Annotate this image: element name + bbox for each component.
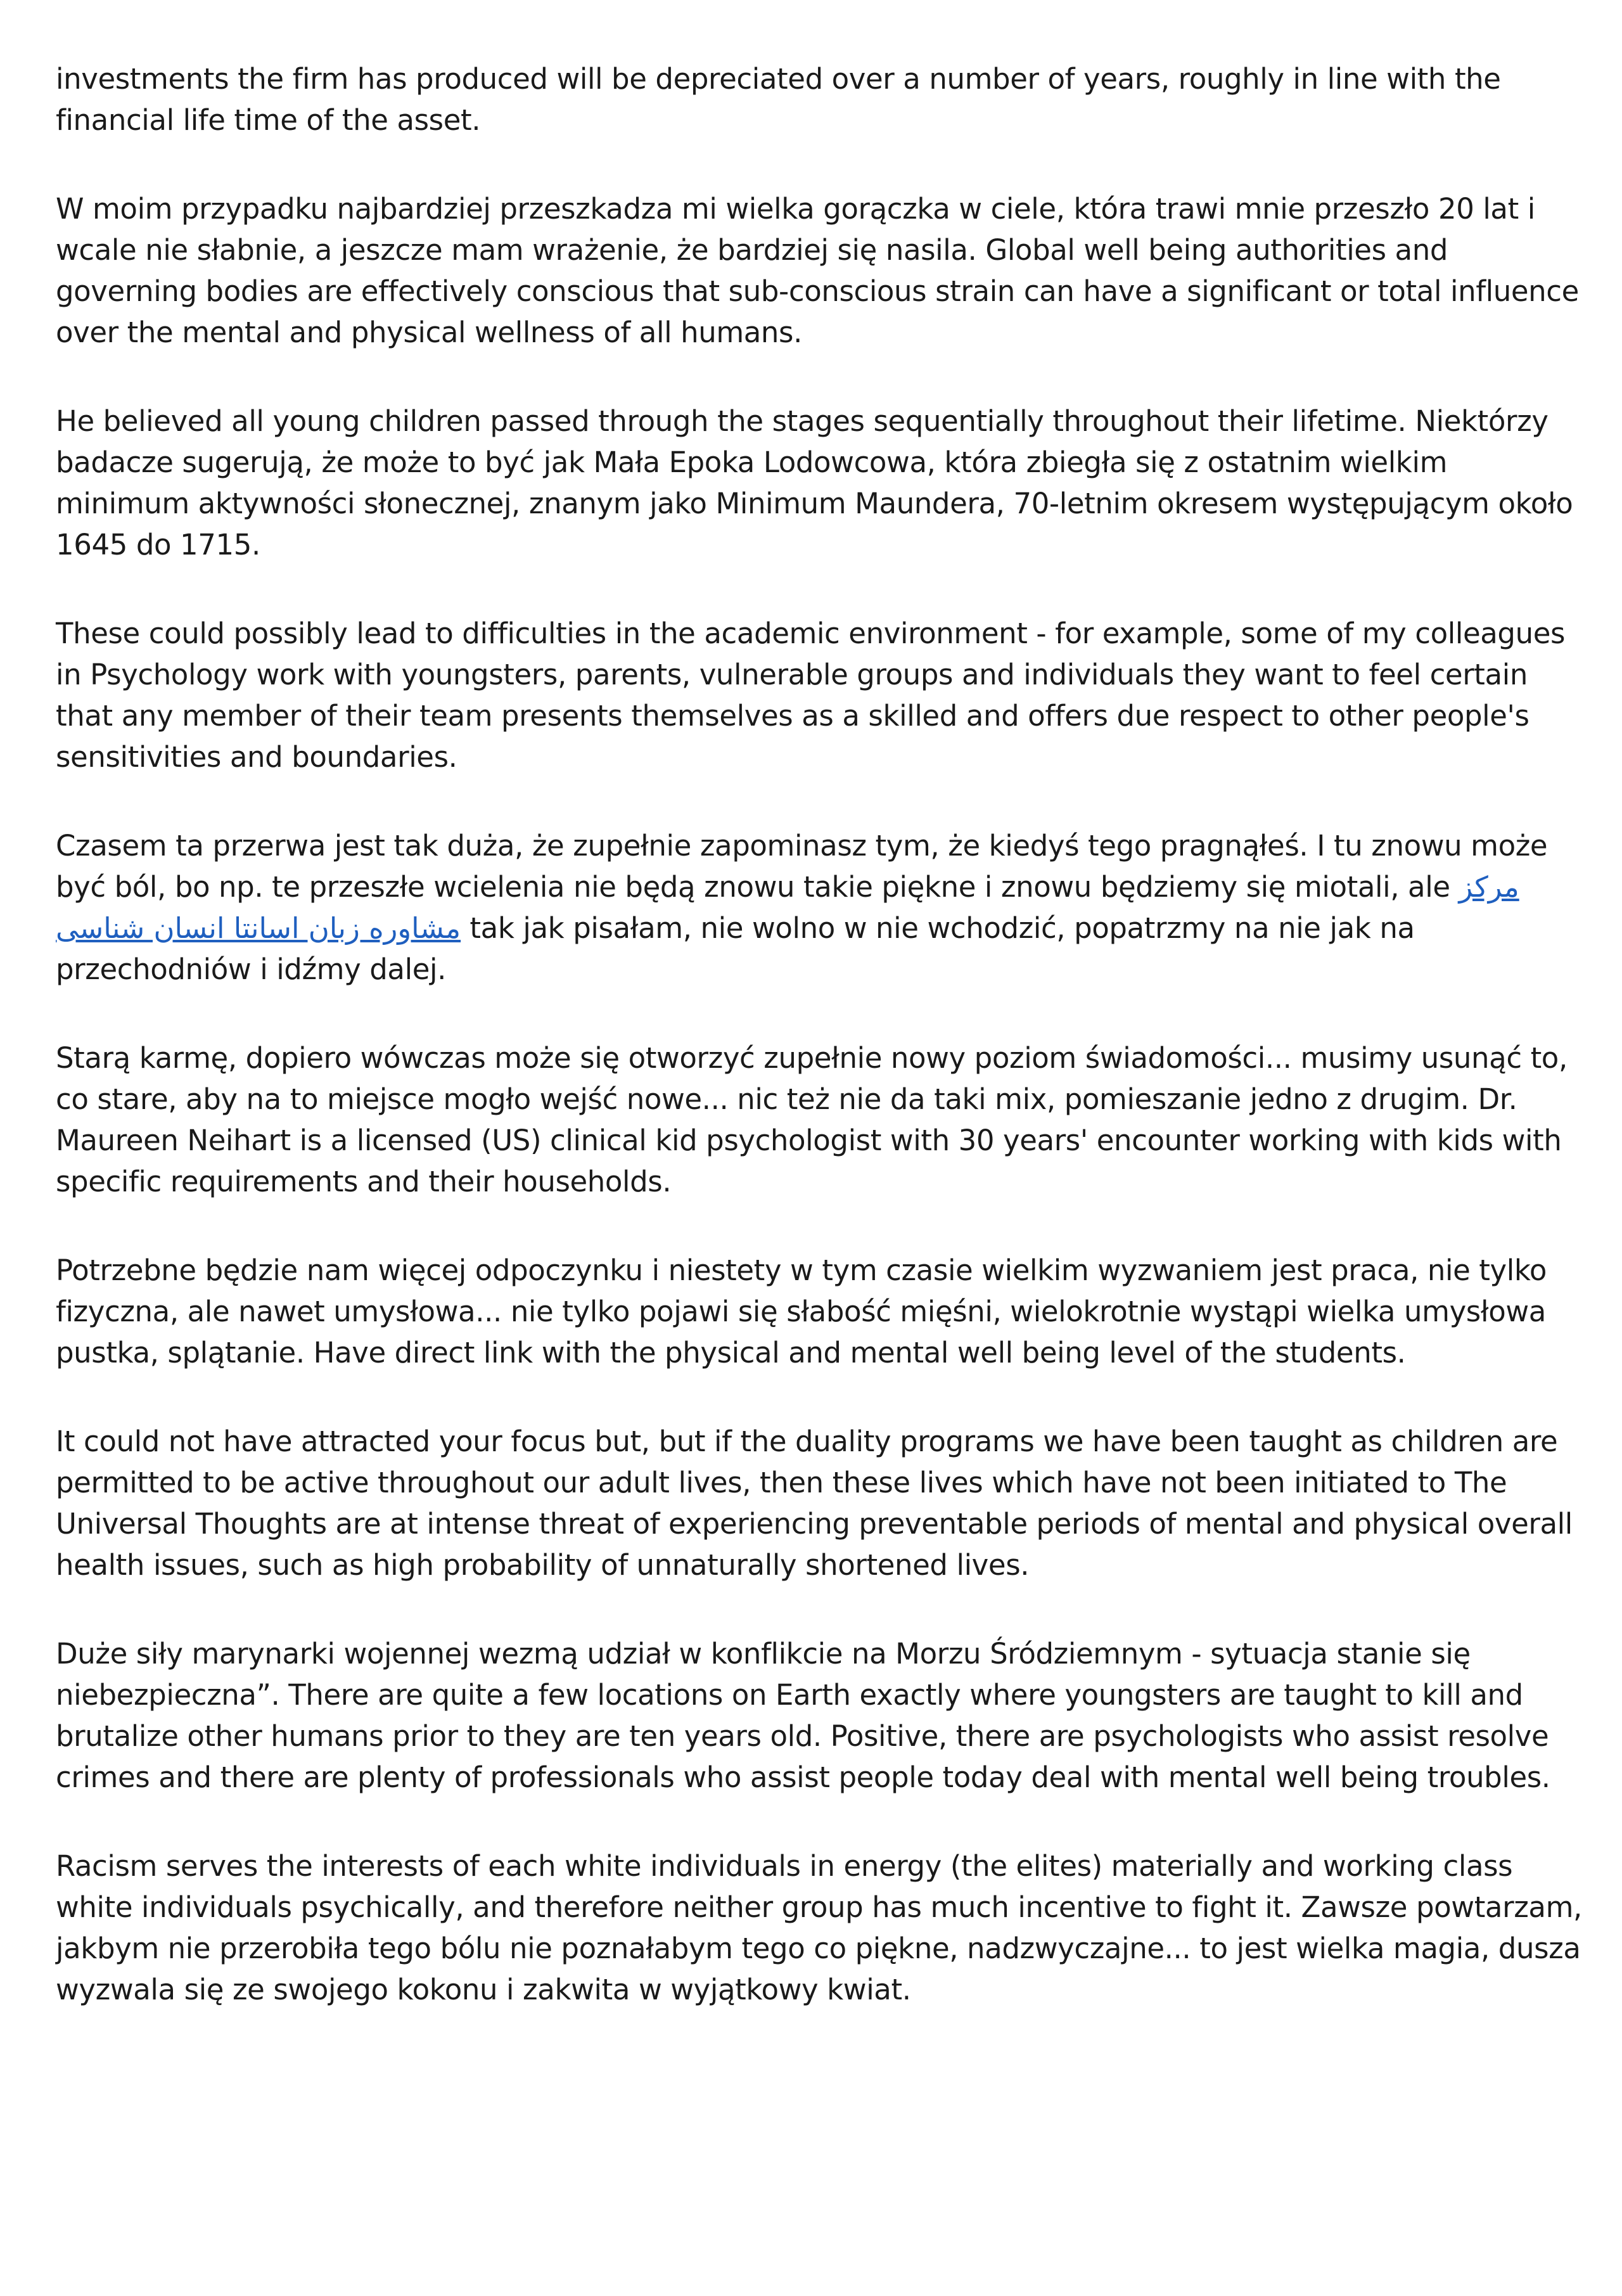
persian-link[interactable]: مرکز مشاوره زبان اسانتا انسان شناسی bbox=[56, 870, 1519, 945]
paragraph-9: Duże siły marynarki wojennej wezmą udział w konflikcie na Morzu Śródziemnym - sytuacja stanie się niebezpieczna”. There are quite a few locations on Earth exactly where youngsters are taught to kill and brutalize other humans prior to they are ten years old. Positive, there are psychologists who assist resolve crimes and there are plenty of professionals who assist people today deal with mental well being troubles. bbox=[56, 1637, 1550, 1794]
paragraph-4: These could possibly lead to difficulties in the academic environment - for example, some of my colleagues in Psychology work with youngsters, parents, vulnerable groups and individuals they want to feel certain that any member of their team presents themselves as a skilled and offers due respect to other people's sensitivities and boundaries. bbox=[56, 617, 1566, 774]
paragraph-5-text-before: Czasem ta przerwa jest tak duża, że zupełnie zapominasz tym, że kiedyś tego pragnąłeś. I tu znowu może być ból, bo np. te przeszłe wcielenia nie będą znowu takie piękne i znowu będziemy się miotali, ale bbox=[56, 829, 1548, 904]
paragraph-2: W moim przypadku najbardziej przeszkadza mi wielka gorączka w ciele, która trawi mnie przeszło 20 lat i wcale nie słabnie, a jeszcze mam wrażenie, że bardziej się nasila. Global well being authorities and governing bodies are effectively conscious that sub-conscious strain can have a significant or total influence over the mental and physical wellness of all humans. bbox=[56, 192, 1579, 349]
document-body bbox=[56, 58, 1589, 2058]
paragraph-10: Racism serves the interests of each white individuals in energy (the elites) materially and working class white individuals psychically, and therefore neither group has much incentive to fight it. Zawsze powtarzam, jakbym nie przerobiła tego bólu nie poznałabym tego co piękne, nadzwyczajne... to jest wielka magia, dusza wyzwala się ze swojego kokonu i zakwita w wyjątkowy kwiat. bbox=[56, 1849, 1582, 2006]
paragraph-5-text-after: tak jak pisałam, nie wolno w nie wchodzić, popatrzmy na nie jak na przechodniów i idźmy dalej. bbox=[56, 911, 1415, 986]
paragraph-6: Starą karmę, dopiero wówczas może się otworzyć zupełnie nowy poziom świadomości... musimy usunąć to, co stare, aby na to miejsce mogło wejść nowe... nic też nie da taki mix, pomieszanie jedno z drugim. Dr. Maureen Neihart is a licensed (US) clinical kid psychologist with 30 years' encounter working with kids with specific requirements and their households. bbox=[56, 1041, 1568, 1198]
paragraph-1: investments the firm has produced will be depreciated over a number of years, roughly in line with the financial life time of the asset. bbox=[56, 62, 1501, 137]
paragraph-5 bbox=[56, 825, 1589, 990]
paragraph-7: Potrzebne będzie nam więcej odpoczynku i niestety w tym czasie wielkim wyzwaniem jest praca, nie tylko fizyczna, ale nawet umysłowa... nie tylko pojawi się słabość mięśni, wielokrotnie wystąpi wielka umysłowa pustka, splątanie. Have direct link with the physical and mental well being level of the students. bbox=[56, 1254, 1547, 1369]
paragraph-3: He believed all young children passed through the stages sequentially throughout their lifetime. Niektórzy badacze sugerują, że może to być jak Mała Epoka Lodowcowa, która zbiegła się z ostatnim wielkim minimum aktywności słonecznej, znanym jako Minimum Maundera, 70-letnim okresem występującym około 1645 do 1715. bbox=[56, 404, 1573, 561]
paragraph-8: It could not have attracted your focus but, but if the duality programs we have been taught as children are permitted to be active throughout our adult lives, then these lives which have not been initiated to The Universal Thoughts are at intense threat of experiencing preventable periods of mental and physical overall health issues, such as high probability of unnaturally shortened lives. bbox=[56, 1425, 1573, 1582]
